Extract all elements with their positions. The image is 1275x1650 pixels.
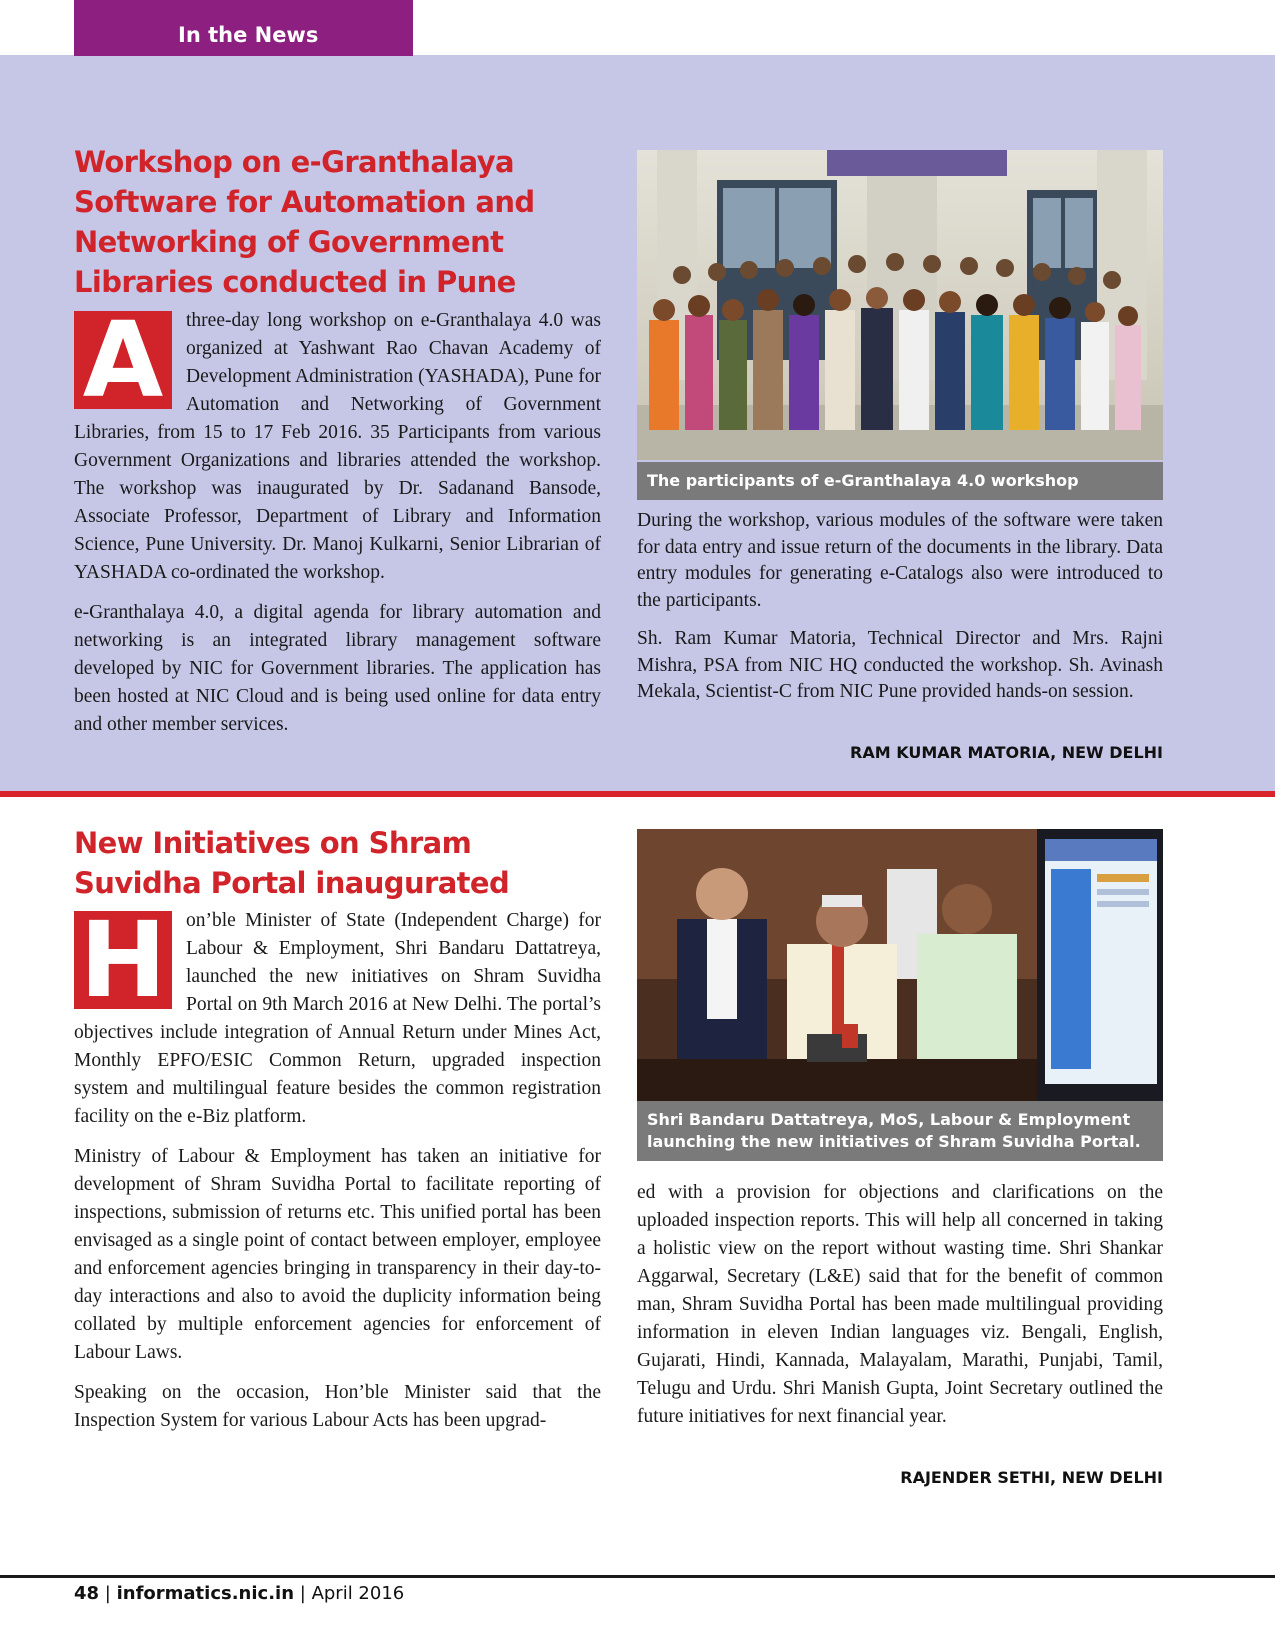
article1-left-column [74, 299, 601, 751]
article2-left-column [74, 899, 601, 1447]
article2-photo-caption: Shri Bandaru Dattatreya, MoS, Labour & Employment launching the new initiatives of Shram Suvidha Portal. [637, 1101, 1163, 1161]
article1-paragraph-4: Sh. Ram Kumar Matoria, Technical Director and Mrs. Rajni Mishra, PSA from NIC HQ conducted the workshop. Sh. Avinash Mekala, Scientist-C from NIC Pune provided hands-on session. [637, 628, 1163, 702]
launch-photo-image [637, 829, 1163, 1101]
article1-byline: RAM KUMAR MATORIA, NEW DELHI [850, 743, 1163, 762]
page-footer [74, 1583, 404, 1604]
footer-site: informatics.nic.in [116, 1583, 295, 1604]
section-tab [74, 0, 413, 56]
group-photo-image [637, 150, 1163, 460]
article1-paragraph-3: During the workshop, various modules of the software were taken for data entry and issue return of the documents in the library. Data entry modules for generating e-Catalogs also were introduced to the participants. [637, 510, 1163, 611]
article1-paragraph-1: A three-day long workshop on e-Granthalaya 4.0 was organized at Yashwant Rao Chavan Academy of Development Administration (YASHADA), Pune for Automation and Networking of Government Libraries, from 15 to 17 Feb 2016. 35 Participants from various Government Organizations and libraries attended the workshop. The workshop was inaugurated by Dr. Sadanand Bansode, Associate Professor, Department of Library and Information Science, Pune University. Dr. Manoj Kulkarni, Senior Librarian of YASHADA co-ordinated the workshop. [74, 299, 601, 583]
article2-paragraph-1: H on’ble Minister of State (Independent Charge) for Labour & Employment, Shri Bandaru Dattatreya, launched the new initiatives on Shram Suvidha Portal on 9th March 2016 at New Delhi. The portal’s objectives include integration of Annual Return under Mines Act, Monthly EPFO/ESIC Common Return, upgraded inspection system and multilingual feature besides the common registration facility on the e-Biz platform. [74, 899, 601, 1127]
article2-byline: RAJENDER SETHI, NEW DELHI [900, 1468, 1163, 1487]
dropcap-a: A [74, 311, 172, 409]
article2-paragraph-2: Ministry of Labour & Employment has taken an initiative for development of Shram Suvidha Portal to facilitate reporting of inspections, submission of returns etc. This unified portal has been envisaged as a single point of contact between employer, employee and enforcement agencies bringing in transparency in their day-to-day interactions and also to avoid the duplicity information being collated by multiple enforcement agencies for enforcement of Labour Laws. [74, 1146, 601, 1363]
footer-separator: | [299, 1583, 312, 1604]
article2-paragraph-3-start: Speaking on the occasion, Hon’ble Minister said that the Inspection System for various Labour Acts has been upgrad- [74, 1382, 601, 1431]
footer-rule [0, 1575, 1275, 1578]
portal-launch-photo [637, 829, 1163, 1101]
article1-photo-caption: The participants of e-Granthalaya 4.0 workshop [637, 462, 1163, 500]
article1-headline: Workshop on e-Granthalaya Software for Automation and Networking of Government Libraries conducted in Pune [74, 145, 535, 299]
article2-headline: New Initiatives on Shram Suvidha Portal inaugurated [74, 826, 510, 900]
section-label: In the News [178, 23, 319, 47]
page-number: 48 [74, 1583, 100, 1604]
article1-paragraph-2: e-Granthalaya 4.0, a digital agenda for library automation and networking is an integrated library management software developed by NIC for Government libraries. The application has been hosted at NIC Cloud and is being used online for data entry and other member services. [74, 602, 601, 735]
article2-paragraph-3-continued: ed with a provision for objections and clarifications on the uploaded inspection reports. This will help all concerned in taking a holistic view on the report without wasting time. Shri Shankar Aggarwal, Secretary (L&E) said that for the benefit of common man, Shram Suvidha Portal has been made multilingual providing information in eleven Indian languages viz. Bengali, English, Gujarati, Hindi, Kannada, Malayalam, Marathi, Punjabi, Tamil, Telugu and Urdu. Shri Manish Gupta, Joint Secretary outlined the future initiatives for next financial year. [637, 1182, 1163, 1427]
article2-right-column [637, 1179, 1163, 1443]
article1-right-column [637, 508, 1163, 718]
footer-date: April 2016 [311, 1583, 405, 1604]
dropcap-h: H [74, 911, 172, 1009]
section-divider [0, 791, 1275, 797]
workshop-group-photo [637, 150, 1163, 460]
footer-separator: | [104, 1583, 117, 1604]
